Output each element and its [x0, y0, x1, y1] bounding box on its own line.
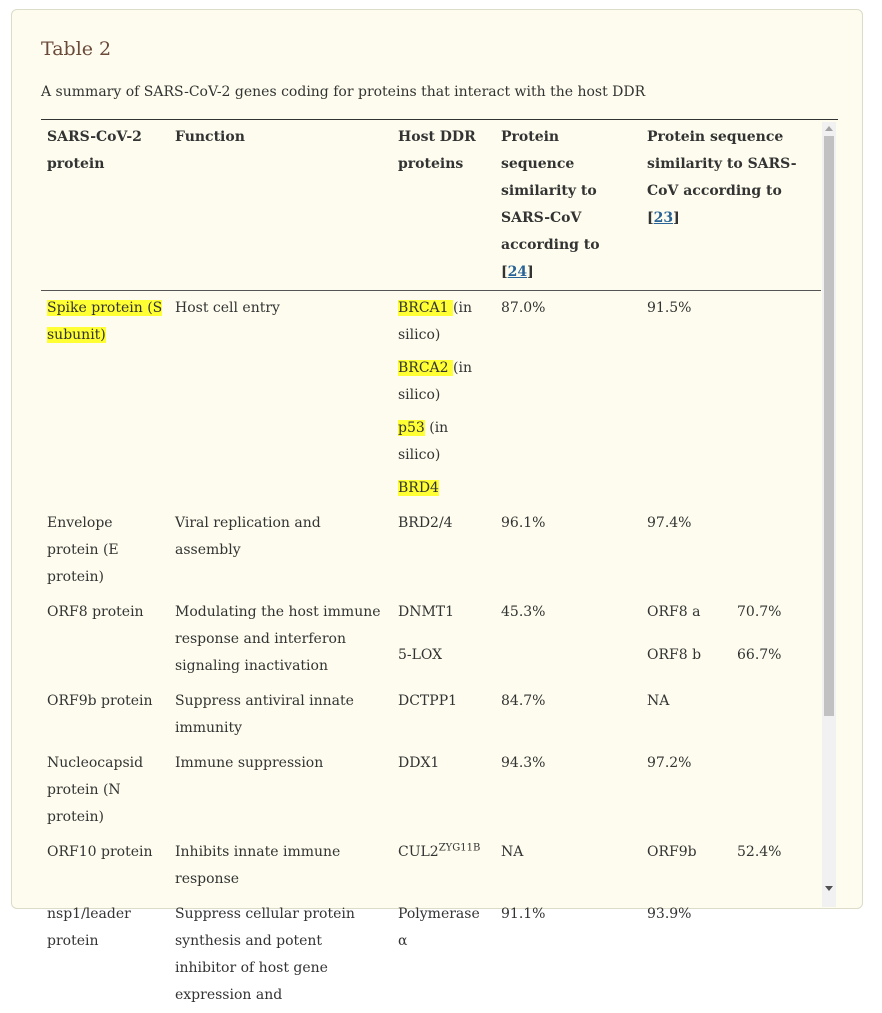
host-note: (in silico) [398, 360, 472, 403]
ref-24-link[interactable]: 24 [507, 264, 528, 280]
host-superscript: ZYG11B [438, 842, 481, 854]
table-row [41, 746, 821, 835]
sim-subrow [647, 599, 815, 626]
table-caption: A summary of SARS-CoV-2 genes coding for proteins that interact with the host DDR [41, 84, 646, 100]
host-item [398, 295, 489, 349]
header-similarity-24 [495, 120, 641, 291]
highlighted-host: BRCA1 [398, 300, 454, 316]
sim-subrow [647, 642, 815, 669]
highlighted-host: BRD4 [398, 480, 439, 496]
subrow-value: 70.7% [737, 604, 782, 620]
header-similarity-24-text: Protein sequence similarity to SARS-CoV according to [ [501, 129, 600, 280]
bracket: ] [527, 264, 534, 280]
cell-sim23: NA [647, 693, 670, 709]
table-title: Table 2 [41, 38, 112, 60]
cell-host [392, 291, 495, 507]
cell-sim23: 97.2% [647, 755, 692, 771]
cell-protein [41, 291, 169, 507]
host-item: DNMT1 [398, 604, 455, 620]
cell-function: Viral replication and assembly [175, 515, 321, 558]
highlighted-protein: Spike protein (S subunit) [47, 300, 163, 343]
header-host-ddr: Host DDR proteins [392, 120, 495, 291]
cell-host [392, 835, 495, 897]
data-table [41, 120, 821, 1013]
subrow-name: ORF8 b [647, 647, 702, 663]
cell-protein: ORF10 protein [47, 844, 153, 860]
cell-sim24: 94.3% [501, 755, 546, 771]
table-scroll-area[interactable] [41, 119, 838, 1003]
cell-sim23: 97.4% [647, 515, 692, 531]
table-row [41, 897, 821, 1013]
subrow-value: 52.4% [737, 844, 782, 860]
cell-function: Suppress antiviral innate immunity [175, 693, 354, 736]
table-row [41, 835, 821, 897]
host-note: (in silico) [398, 420, 449, 463]
host-note: (in silico) [398, 300, 472, 343]
cell-sim23 [641, 835, 821, 897]
cell-sim24: 91.1% [501, 906, 546, 922]
header-function: Function [169, 120, 392, 291]
subrow-name: ORF8 a [647, 604, 701, 620]
cell-protein: nsp1/leader protein [47, 906, 131, 949]
header-similarity-23-text: Protein sequence similarity to SARS-CoV according to [ [647, 129, 797, 226]
table-panel [11, 9, 863, 1003]
cell-protein: Nucleocapsid protein (N protein) [47, 755, 144, 825]
bracket: ] [673, 210, 680, 226]
cell-host: BRD2/4 [398, 515, 453, 531]
cell-function: Modulating the host immune response and interferon signaling inactivation [175, 604, 381, 674]
cell-protein: Envelope protein (E protein) [47, 515, 119, 585]
cell-host [392, 595, 495, 684]
host-item [398, 415, 489, 469]
cell-sim24: 87.0% [501, 300, 546, 316]
cell-protein: ORF8 protein [47, 604, 144, 620]
scroll-down-arrow-icon[interactable] [825, 886, 833, 891]
cell-function: Inhibits innate immune response [175, 844, 341, 887]
cell-protein: ORF9b protein [47, 693, 153, 709]
cell-function: Suppress cellular protein synthesis and potent inhibitor of host gene expression and [175, 906, 355, 1003]
cell-host: Polymerase α [398, 906, 480, 949]
subrow-name: ORF9b [647, 844, 697, 860]
host-name: CUL2 [398, 844, 439, 860]
table-row [41, 684, 821, 746]
cell-sim24: 96.1% [501, 515, 546, 531]
scroll-up-arrow-icon[interactable] [825, 126, 833, 131]
table-row [41, 506, 821, 595]
host-item [398, 355, 489, 409]
cell-sim24: 45.3% [501, 604, 546, 620]
highlighted-host: BRCA2 [398, 360, 454, 376]
header-row [41, 120, 821, 291]
table-row [41, 291, 821, 507]
ref-23-link[interactable]: 23 [653, 210, 674, 226]
highlighted-host: p53 [398, 420, 425, 436]
sim-subrow [647, 839, 815, 866]
cell-host: DCTPP1 [398, 693, 458, 709]
cell-sim23: 91.5% [647, 300, 692, 316]
vertical-scrollbar[interactable] [822, 122, 836, 907]
cell-sim23: 93.9% [647, 906, 692, 922]
header-protein: SARS-CoV-2 protein [41, 120, 169, 291]
cell-sim23 [641, 595, 821, 684]
cell-sim24: NA [501, 844, 524, 860]
header-similarity-23 [641, 120, 821, 291]
scroll-thumb[interactable] [824, 136, 834, 716]
cell-sim24: 84.7% [501, 693, 546, 709]
cell-function: Immune suppression [175, 755, 324, 771]
cell-host: DDX1 [398, 755, 440, 771]
subrow-value: 66.7% [737, 647, 782, 663]
cell-function: Host cell entry [175, 300, 280, 316]
table-row [41, 595, 821, 684]
host-item: 5-LOX [398, 647, 443, 663]
host-item [398, 475, 489, 502]
